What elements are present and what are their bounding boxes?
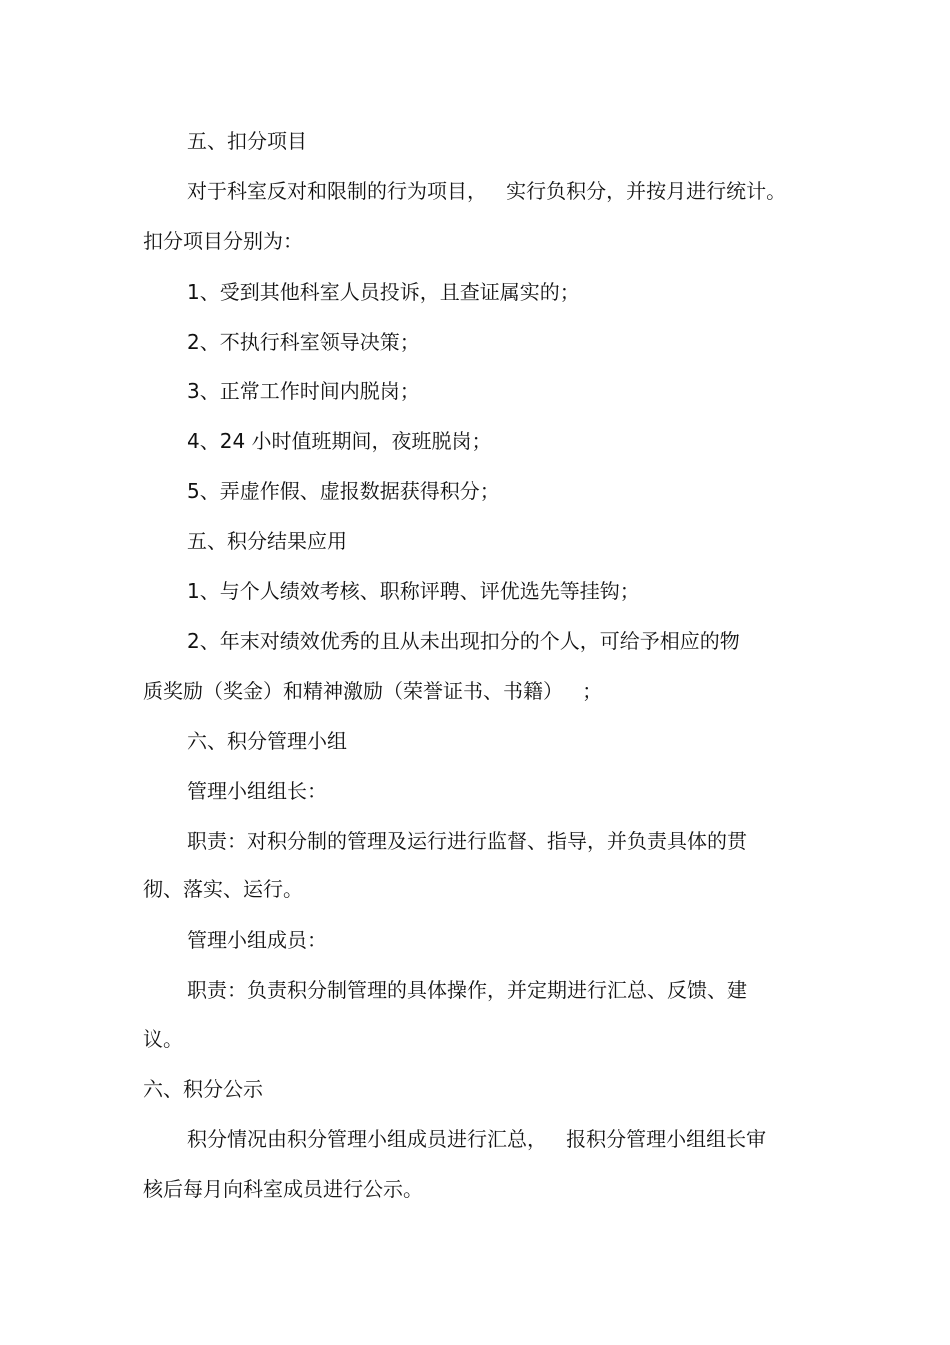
subheading-group-members: 管理小组成员： <box>187 928 327 952</box>
paragraph-line: 核后每月向科室成员进行公示。 <box>143 1177 423 1201</box>
paragraph-line: 积分情况由积分管理小组成员进行汇总， 报积分管理小组组长审 <box>187 1127 767 1151</box>
section-heading-management-group: 六、积分管理小组 <box>187 729 347 753</box>
list-item: 2、年末对绩效优秀的且从未出现扣分的个人，可给予相应的物 <box>187 629 740 653</box>
paragraph-line: 议。 <box>143 1027 183 1051</box>
list-item: 1、与个人绩效考核、职称评聘、评优选先等挂钩； <box>187 579 640 603</box>
paragraph-line: 彻、落实、运行。 <box>143 877 303 901</box>
section-heading-publicity: 六、积分公示 <box>143 1077 263 1101</box>
paragraph-line: 对于科室反对和限制的行为项目， 实行负积分，并按月进行统计。 <box>187 179 787 203</box>
list-item: 2、不执行科室领导决策； <box>187 330 420 354</box>
paragraph-line: 质奖励（奖金）和精神激励（荣誉证书、书籍） ； <box>143 679 603 703</box>
list-item: 4、24 小时值班期间，夜班脱岗； <box>187 429 492 453</box>
paragraph-line: 职责：负责积分制管理的具体操作，并定期进行汇总、反馈、建 <box>187 978 747 1002</box>
section-heading-deductions: 五、扣分项目 <box>187 129 307 153</box>
paragraph-line: 职责：对积分制的管理及运行进行监督、指导，并负责具体的贯 <box>187 829 747 853</box>
list-item: 3、正常工作时间内脱岗； <box>187 379 420 403</box>
list-item: 5、弄虚作假、虚报数据获得积分； <box>187 479 500 503</box>
section-heading-results: 五、积分结果应用 <box>187 529 347 553</box>
subheading-group-leader: 管理小组组长： <box>187 779 327 803</box>
list-item: 1、受到其他科室人员投诉，且查证属实的； <box>187 280 580 304</box>
paragraph-line: 扣分项目分别为： <box>143 229 303 253</box>
